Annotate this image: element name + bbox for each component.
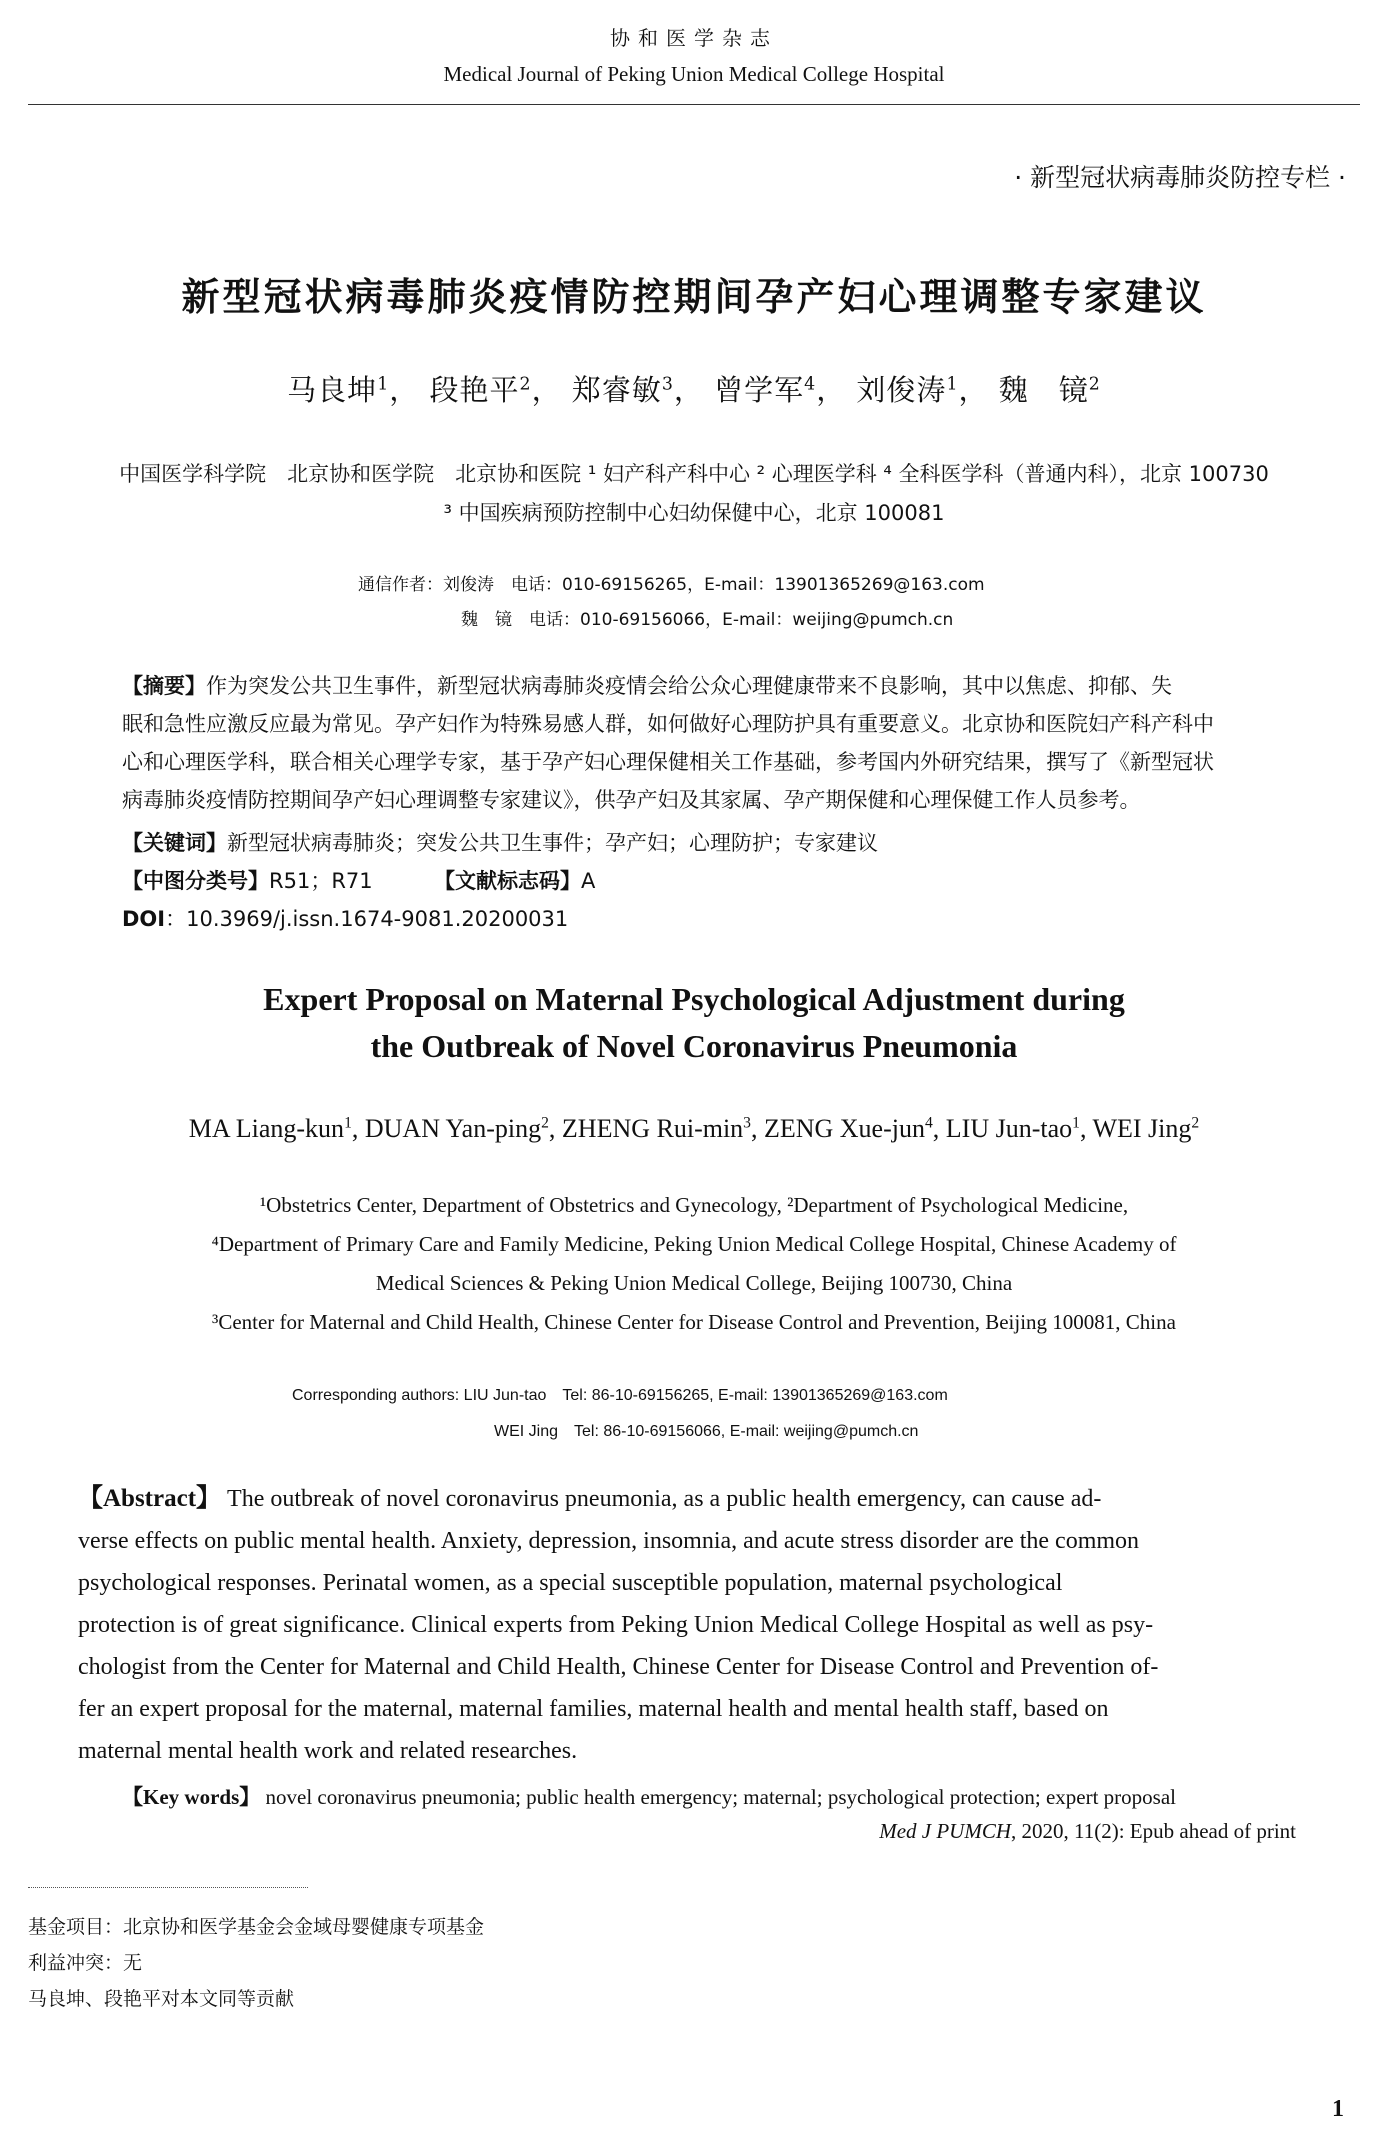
author-affil-mark: 1: [344, 1114, 352, 1132]
footnote-conflict: 利益冲突：无: [28, 1952, 143, 1974]
affiliation-cn-line: ³ 中国疾病预防控制中心妇幼保健中心，北京 100081: [443, 501, 945, 525]
author-affil-mark: 2: [519, 374, 532, 395]
author-name: 曾学军: [714, 373, 805, 407]
header-divider: [28, 104, 1360, 105]
article-title-cn: 新型冠状病毒肺炎疫情防控期间孕产妇心理调整专家建议: [181, 275, 1207, 319]
author-name: 郑睿敏: [571, 373, 662, 407]
correspondence-author: 刘俊涛 电话：010-69156265，E-mail：13901365269@163.com: [443, 575, 985, 595]
citation-journal: Med J PUMCH: [879, 1819, 1011, 1843]
abstract-line: 眠和急性应激反应最为常见。孕产妇作为特殊易感人群，如何做好心理防护具有重要意义。北京协和医院妇产科产科中: [122, 712, 1214, 736]
author-name: ZENG Xue-jun: [763, 1114, 925, 1143]
author-affil-mark: 2: [1088, 374, 1101, 395]
author-affil-mark: 4: [924, 1114, 933, 1132]
correspondence-author: LIU Jun-tao Tel: 86-10-69156265, E-mail: 13901365269@163.com: [463, 1387, 948, 1404]
keywords-label: 【Key words】: [122, 1785, 261, 1809]
doi-line: [122, 903, 568, 933]
title-line: Expert Proposal on Maternal Psychological Adjustment during: [263, 981, 1125, 1017]
keywords-en: [122, 1781, 1176, 1811]
doi-label: DOI: [122, 907, 166, 931]
doc-code-label: 【文献标志码】: [434, 869, 582, 893]
author-affil-mark: 1: [377, 374, 390, 395]
journal-title-cn: 协和医学杂志: [610, 26, 778, 50]
author-affil-mark: 1: [946, 374, 959, 395]
journal-title-en: Medical Journal of Peking Union Medical College Hospital: [443, 62, 945, 86]
column-label: · 新型冠状病毒肺炎防控专栏 ·: [1014, 163, 1346, 192]
doc-code-value: A: [581, 869, 596, 893]
abstract-line: psychological responses. Perinatal women, as a special susceptible population, maternal psychological: [78, 1570, 1063, 1596]
correspondence-label: 通信作者：: [358, 575, 443, 595]
author-affil-mark: 3: [661, 374, 674, 395]
page-number: 1: [1332, 2096, 1344, 2122]
abstract-line: chologist from the Center for Maternal and Child Health, Chinese Center for Disease Control and Prevention of-: [78, 1654, 1159, 1680]
author-affil-mark: 4: [804, 374, 817, 395]
correspondence-en: [292, 1382, 948, 1405]
footnote-funding: 基金项目：北京协和医学基金会金域母婴健康专项基金: [28, 1916, 485, 1938]
abstract-line: fer an expert proposal for the maternal, maternal families, maternal health and mental health staff, based on: [78, 1696, 1109, 1722]
author-name: 刘俊涛: [856, 373, 947, 407]
abstract-line: 病毒肺炎疫情防控期间孕产妇心理调整专家建议》，供孕产妇及其家属、孕产期保健和心理保健工作人员参考。: [122, 788, 1141, 812]
keywords-cn: [122, 827, 878, 857]
citation-details: , 2020, 11(2): Epub ahead of print: [1011, 1819, 1296, 1843]
author-name: LIU Jun-tao: [945, 1114, 1073, 1143]
author-name: 段艳平: [429, 373, 520, 407]
abstract-line: 【摘要】作为突发公共卫生事件，新型冠状病毒肺炎疫情会给公众心理健康带来不良影响，其中以焦虑、抑郁、失: [122, 674, 1172, 698]
keywords-text: 新型冠状病毒肺炎；突发公共卫生事件；孕产妇；心理防护；专家建议: [227, 831, 878, 855]
author-name: ZHENG Rui-min: [561, 1114, 744, 1143]
keywords-label: 【关键词】: [122, 831, 227, 855]
abstract-line: 心和心理医学科，联合相关心理学专家，基于孕产妇心理保健相关工作基础，参考国内外研究结果，撰写了《新型冠状: [122, 750, 1214, 774]
abstract-en: [78, 1478, 1296, 1772]
article-title-en: [0, 976, 1388, 1070]
author-affil-mark: 1: [1072, 1114, 1080, 1132]
affiliation-en-line: ³Center for Maternal and Child Health, Chinese Center for Disease Control and Prevention, Beijing 100081, China: [212, 1310, 1176, 1334]
abstract-line: verse effects on public mental health. Anxiety, depression, insomnia, and acute stress disorder are the common: [78, 1528, 1140, 1554]
author-list-en: MA Liang-kun$^1$, DUAN Yan-ping$^2$, ZHENG Rui-$\min^3$, ZENG Xue-jun$^4$, LIU Jun-tao$^1$, WEI Jing$^2$: [188, 1114, 1200, 1143]
affiliation-en-line: ⁴Department of Primary Care and Family Medicine, Peking Union Medical College Hospital, Chinese Academy of: [211, 1232, 1177, 1256]
title-line: the Outbreak of Novel Coronavirus Pneumonia: [370, 1028, 1018, 1064]
author-name: DUAN Yan-ping: [364, 1114, 542, 1143]
author-affil-mark: 2: [1191, 1114, 1200, 1132]
abstract-cn: [122, 667, 1298, 819]
abstract-line: 【Abstract】 The outbreak of novel coronavirus pneumonia, as a public health emergency, can cause ad-: [78, 1485, 1102, 1512]
classification-line: [122, 865, 595, 895]
correspondence-author: WEI Jing Tel: 86-10-69156066, E-mail: weijing@pumch.cn: [494, 1423, 919, 1440]
author-name: 魏 镜: [998, 373, 1089, 407]
author-affil-mark: 3: [743, 1114, 751, 1132]
author-name: WEI Jing: [1092, 1114, 1192, 1143]
doi-value: ：10.3969/j.issn.1674-9081.20200031: [165, 907, 569, 931]
author-list-cn: 马良坤$^1$， 段艳平$^2$， 郑睿敏$^3$， 曾学军$^4$， 刘俊涛$^1$， 魏 镜$^2$: [287, 373, 1101, 407]
correspondence-cn: [358, 570, 985, 595]
footnote-contribution: 马良坤、段艳平对本文同等贡献: [28, 1988, 295, 2010]
footnote-divider: [28, 1887, 308, 1888]
abstract-label: 【摘要】: [122, 674, 206, 698]
author-name: 马良坤: [287, 373, 378, 407]
abstract-label: 【Abstract】: [78, 1485, 222, 1512]
abstract-line: protection is of great significance. Clinical experts from Peking Union Medical College Hospital as well as psy-: [78, 1612, 1154, 1638]
author-affil-mark: 2: [541, 1114, 549, 1132]
author-name: MA Liang-kun: [188, 1114, 345, 1143]
affiliation-en-line: ¹Obstetrics Center, Department of Obstetrics and Gynecology, ²Department of Psychological Medicine,: [259, 1193, 1129, 1217]
correspondence-label: Corresponding authors:: [292, 1387, 460, 1404]
affiliation-en-line: Medical Sciences & Peking Union Medical College, Beijing 100730, China: [375, 1271, 1013, 1295]
correspondence-author: 魏 镜 电话：010-69156066，E-mail：weijing@pumch.cn: [461, 610, 954, 630]
abstract-line: maternal mental health work and related researches.: [78, 1738, 578, 1764]
keywords-text: novel coronavirus pneumonia; public health emergency; maternal; psychological protection; expert proposal: [265, 1785, 1176, 1809]
affiliation-cn-line: 中国医学科学院 北京协和医学院 北京协和医院 ¹ 妇产科产科中心 ² 心理医学科 ⁴ 全科医学科（普通内科），北京 100730: [119, 462, 1269, 486]
classification-label: 【中图分类号】: [122, 869, 269, 893]
classification-value: R51；R71: [269, 869, 373, 893]
citation-line: [879, 1819, 1296, 1844]
